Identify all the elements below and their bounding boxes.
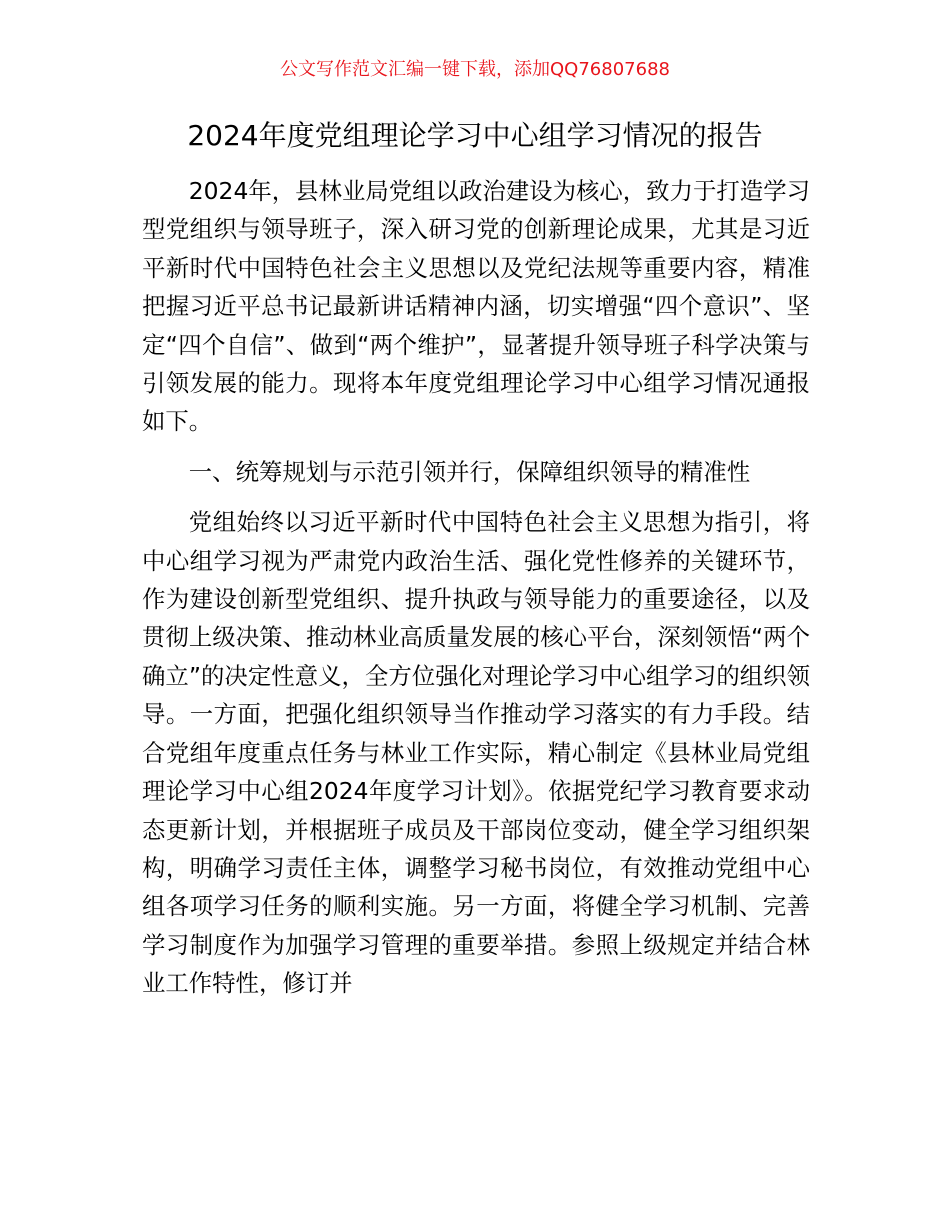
section-paragraph: 党组始终以习近平新时代中国特色社会主义思想为指引，将中心组学习视为严肃党内政治生活、强化党性修养的关键环节，作为建设创新型党组织、提升执政与领导能力的重要途径，以及贯彻上级决策、推动林业高质量发展的核心平台，深刻领悟“两个确立”的决定性意义，全方位强化对理论学习中心组学习的组织领导。一方面，把强化组织领导当作推动学习落实的有力手段。结合党组年度重点任务与林业工作实际，精心制定《县林业局党组理论学习中心组2024年度学习计划》。依据党纪学习教育要求动态更新计划，并根据班子成员及干部岗位变动，健全学习组织架构，明确学习责任主体，调整学习秘书岗位，有效推动党组中心组各项学习任务的顺利实施。另一方面，将健全学习机制、完善学习制度作为加强学习管理的重要举措。参照上级规定并结合林业工作特性，修订并 [142,508,810,998]
section-heading: 一、统筹规划与示范引领并行，保障组织领导的精准性 [188,457,751,486]
download-watermark: 公文写作范文汇编一键下载，添加QQ76807688 [280,59,670,80]
document-body [142,172,810,1003]
document-title: 2024年度党组理论学习中心组学习情况的报告 [187,119,763,152]
intro-paragraph: 2024年，县林业局党组以政治建设为核心，致力于打造学习型党组织与领导班子，深入研习党的创新理论成果，尤其是习近平新时代中国特色社会主义思想以及党纪法规等重要内容，精准把握习近平总书记最新讲话精神内涵，切实增强“四个意识”、坚定“四个自信”、做到“两个维护”，显著提升领导班子科学决策与引领发展的能力。现将本年度党组理论学习中心组学习情况通报如下。 [142,177,810,436]
